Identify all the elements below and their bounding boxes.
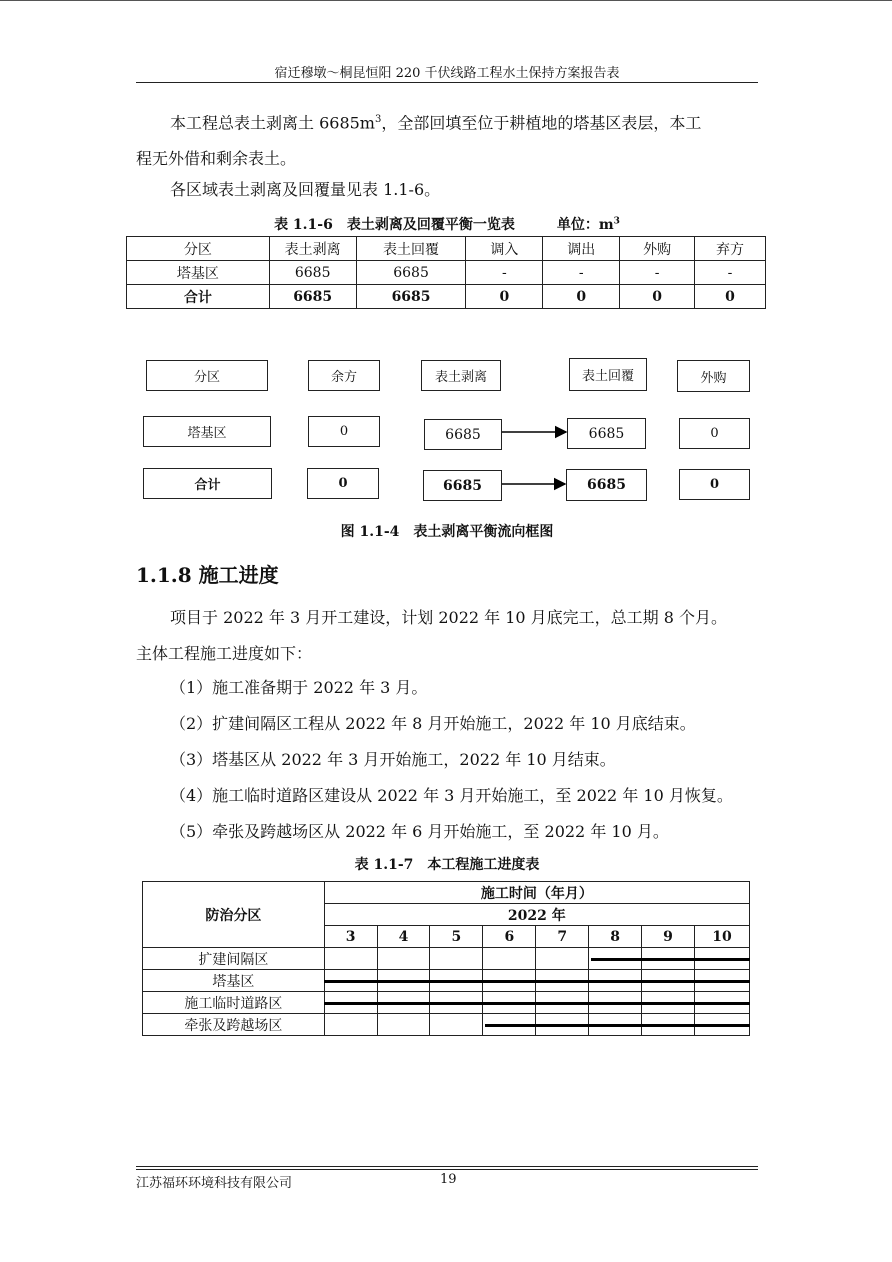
table1-cell: 0 [695,285,766,309]
table1-header-cell: 弃方 [695,237,766,261]
list-item: （3）塔基区从 2022 年 3 月开始施工，2022 年 10 月结束。 [170,750,616,769]
table1-header-cell: 表土剥离 [269,237,356,261]
list-item: （5）牵张及跨越场区从 2022 年 6 月开始施工，至 2022 年 10 月。 [170,822,669,841]
flow-arrows [500,422,570,492]
month-cell: 10 [695,926,750,948]
flow-row2-stripping: 6685 [423,470,502,501]
gantt-bar [324,980,749,983]
flow-row2-purchase: 0 [679,469,750,500]
table2-time-head: 施工时间（年月） [324,882,749,904]
table1-caption: 表 1.1-6 表土剥离及回覆平衡一览表 单位：$m^3$ [274,216,620,233]
flow-header-surplus: 余方 [308,360,380,391]
intro-paragraph-1: 本工程总表土剥离土 $6685m^3$，全部回填至位于耕植地的塔基区表层，本工 程无外借和剩余表土。 [136,113,702,169]
flow-header-backfill: 表土回覆 [569,358,647,391]
table-row [127,285,766,309]
table-row [127,261,766,285]
table1-header-cell: 调出 [543,237,620,261]
month-cell: 7 [536,926,589,948]
flow-row1-surplus: 0 [308,416,380,447]
flow-row2-surplus: 0 [307,468,379,499]
header-rule [136,82,758,83]
page-header-title: 宿迁穆墩～桐昆恒阳 220 千伏线路工程水土保持方案报告表 [274,66,620,81]
table1-cell: 合计 [127,285,270,309]
zone-name: 扩建间隔区 [143,948,325,970]
table2-col-head: 防治分区 [143,882,325,948]
flow-row2-backfill: 6685 [566,469,647,501]
table1-cell: - [695,261,766,285]
table2-caption: 表 1.1-7 本工程施工进度表 [354,857,540,873]
table1-cell: - [466,261,543,285]
month-cell: 6 [483,926,536,948]
table1-cell: 0 [620,285,695,309]
table1-cell: 6685 [356,261,466,285]
table1-cell: - [620,261,695,285]
intro-paragraph-2: 各区域表土剥离及回覆量见表 1.1-6。 [170,180,441,199]
schedule-list [136,670,761,850]
gantt-bar [324,1002,749,1005]
figure-caption: 图 1.1-4 表土剥离平衡流向框图 [340,524,554,540]
zone-name: 施工临时道路区 [143,992,325,1014]
table1-header-row [127,237,766,261]
month-cell: 3 [324,926,377,948]
table1-header-cell: 调入 [466,237,543,261]
table2-year: 2022 年 [324,904,749,926]
flow-header-stripping: 表土剥离 [421,360,501,391]
month-cell: 5 [430,926,483,948]
footer-company: 江苏福环环境科技有限公司 [136,1176,293,1191]
list-item: （2）扩建间隔区工程从 2022 年 8 月开始施工，2022 年 10 月底结束。 [170,714,696,733]
table1-header-cell: 外购 [620,237,695,261]
flow-header-zone: 分区 [146,360,268,391]
table1-cell: - [543,261,620,285]
flow-row2-zone: 合计 [143,468,272,499]
flow-row1-purchase: 0 [679,418,750,449]
footer-rule [136,1166,758,1167]
table1-cell: 6685 [269,261,356,285]
page-number: 19 [440,1172,457,1187]
month-cell: 9 [642,926,695,948]
list-item: （4）施工临时道路区建设从 2022 年 3 月开始施工，至 2022 年 10 月恢复。 [170,786,733,805]
page-top-border [0,0,892,1]
table1-cell: 6685 [356,285,466,309]
gantt-bar [485,1024,750,1027]
section-paragraph: 项目于 2022 年 3 月开工建设，计划 2022 年 10 月底完工，总工期 8 个月。 主体工程施工进度如下： [136,608,728,663]
flow-row1-stripping: 6685 [424,419,502,450]
table1-header-cell: 分区 [127,237,270,261]
month-cell: 4 [377,926,430,948]
zone-name: 塔基区 [143,970,325,992]
table1-soil-balance [126,236,766,309]
zone-name: 牵张及跨越场区 [143,1014,325,1036]
list-item: （1）施工准备期于 2022 年 3 月。 [170,678,428,697]
table1-header-cell: 表土回覆 [356,237,466,261]
flow-header-purchase: 外购 [677,360,750,392]
gantt-bar [591,958,750,961]
table1-cell: 0 [466,285,543,309]
flow-row1-backfill: 6685 [567,418,646,449]
table1-cell: 0 [543,285,620,309]
table1-cell: 6685 [269,285,356,309]
month-cell: 8 [589,926,642,948]
table1-cell: 塔基区 [127,261,270,285]
footer-rule [136,1169,758,1170]
section-heading: 1.1.8 施工进度 [136,563,279,587]
flow-row1-zone: 塔基区 [143,416,271,447]
